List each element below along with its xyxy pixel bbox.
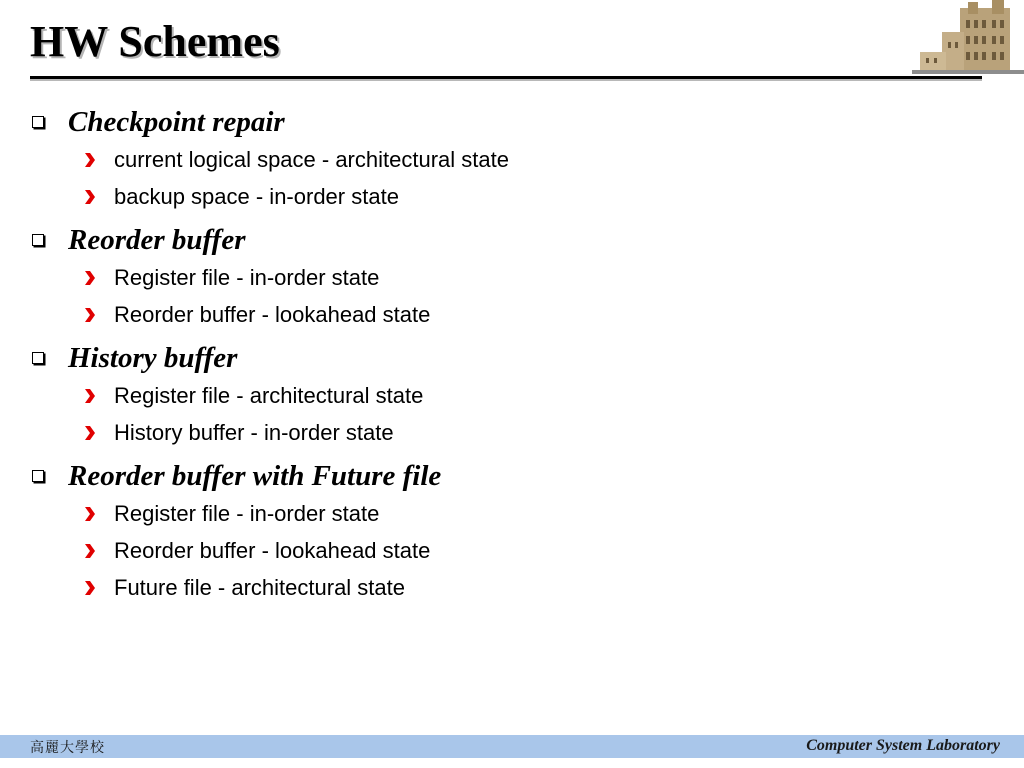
list-item xyxy=(32,569,902,606)
list-item-text: Reorder buffer - lookahead state xyxy=(114,537,431,563)
university-building-logo-icon xyxy=(912,0,1024,80)
red-chevron-bullet-icon xyxy=(84,307,96,323)
section-heading-text: Reorder buffer with Future file xyxy=(68,459,442,492)
lab-name: Computer System Laboratory xyxy=(806,737,1000,754)
title-divider-shadow xyxy=(30,79,982,81)
red-chevron-bullet-icon xyxy=(84,425,96,441)
footer-band xyxy=(0,735,1024,758)
list-item-text: Register file - architectural state xyxy=(114,382,424,408)
section-heading xyxy=(32,339,902,377)
red-chevron-bullet-icon xyxy=(84,270,96,286)
red-chevron-bullet-icon xyxy=(84,152,96,168)
section-heading xyxy=(32,221,902,259)
red-chevron-bullet-icon xyxy=(84,580,96,596)
list-item xyxy=(32,414,902,451)
list-item-text: Reorder buffer - lookahead state xyxy=(114,301,431,327)
list-item-text: backup space - in-order state xyxy=(114,183,399,209)
red-chevron-bullet-icon xyxy=(84,543,96,559)
section-heading xyxy=(32,103,902,141)
hollow-square-bullet-icon xyxy=(32,470,44,482)
list-item-text: Future file - architectural state xyxy=(114,574,406,600)
slide-title: HW Schemes xyxy=(30,17,280,66)
list-item xyxy=(32,178,902,215)
list-item-text: current logical space - architectural state xyxy=(114,146,509,172)
list-item xyxy=(32,259,902,296)
section-heading xyxy=(32,457,902,495)
list-item xyxy=(32,141,902,178)
bullet-list xyxy=(32,103,902,606)
list-item-text: History buffer - in-order state xyxy=(114,419,394,445)
section-heading-text: Reorder buffer xyxy=(68,223,246,256)
list-item xyxy=(32,532,902,569)
list-item-text: Register file - in-order state xyxy=(114,264,380,290)
list-item xyxy=(32,495,902,532)
hollow-square-bullet-icon xyxy=(32,234,44,246)
list-item xyxy=(32,377,902,414)
section-heading-text: History buffer xyxy=(68,341,238,374)
university-name: 高麗大學校 xyxy=(30,740,105,756)
list-item-text: Register file - in-order state xyxy=(114,500,380,526)
red-chevron-bullet-icon xyxy=(84,388,96,404)
red-chevron-bullet-icon xyxy=(84,189,96,205)
list-item xyxy=(32,296,902,333)
hollow-square-bullet-icon xyxy=(32,352,44,364)
red-chevron-bullet-icon xyxy=(84,506,96,522)
section-heading-text: Checkpoint repair xyxy=(68,105,285,138)
hollow-square-bullet-icon xyxy=(32,116,44,128)
